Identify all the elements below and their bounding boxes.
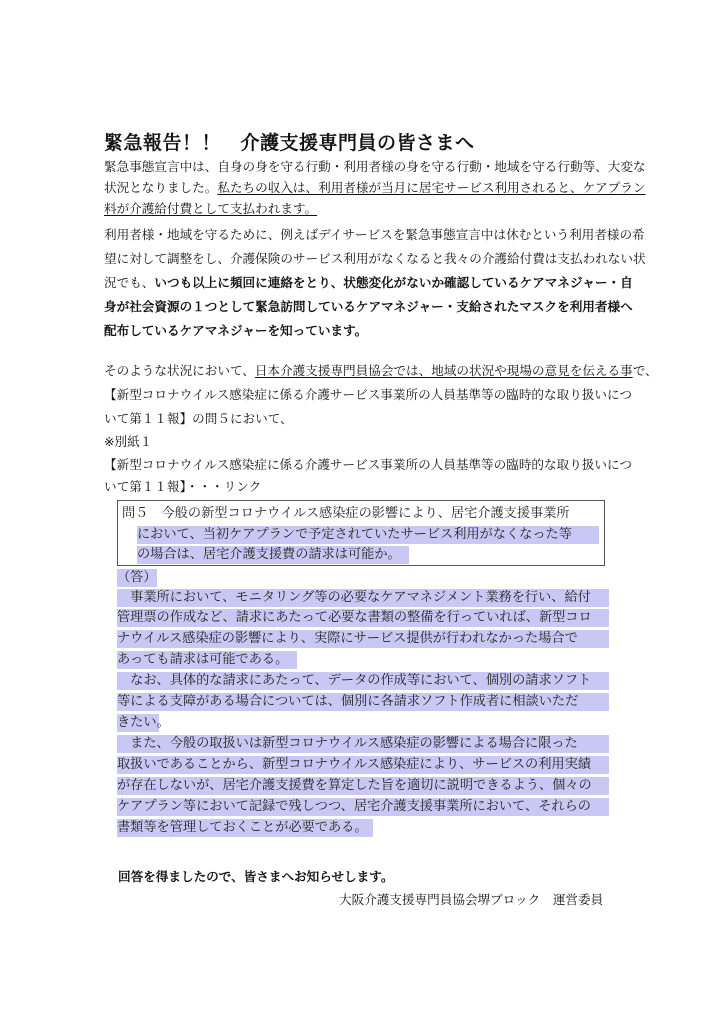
- answer-line-10: が存在しないが、居宅介護支援費を算定した旨を適切に説明できるよう、個々の: [117, 778, 592, 793]
- para3-line-6: いて第１１報】・・・リンク: [104, 479, 262, 494]
- answer-line-11: ケアプラン等において記録で残しつつ、居宅介護支援事業所において、それらの: [117, 799, 591, 814]
- closing-text: 回答を得ましたので、皆さまへお知らせします。: [118, 869, 394, 884]
- intro-line-3: 料が介護給付費として支払われます。: [104, 201, 318, 216]
- para3-line-1-tail: で、: [632, 363, 658, 378]
- question-line-2: において、当初ケアプランで予定されていたサービス利用がなくなった等: [137, 527, 572, 542]
- para2-line-2: 望に対して調整をし、介護保険のサービス利用がなくなると我々の介護給付費は支払われない状: [104, 251, 646, 266]
- para2-line-3-plain: 況でも、: [104, 275, 155, 290]
- para3-line-1-plain: そのような状況において、: [104, 363, 255, 378]
- answer-line-9: 取扱いであることから、新型コロナウイルス感染症により、サービスの利用実績: [117, 757, 591, 772]
- para3-line-2: 【新型コロナウイルス感染症に係る介護サービス事業所の人員基準等の臨時的な取り扱いにつ: [104, 387, 632, 402]
- question-line-1: 問５ 今般の新型コロナウイルス感染症の影響により、居宅介護支援事業所: [122, 506, 570, 521]
- question-line-3: の場合は、居宅介護支援費の請求は可能か。: [137, 547, 401, 562]
- answer-line-4: あっても請求は可能である。: [117, 652, 289, 667]
- para2-line-3: [104, 272, 633, 293]
- answer-line-2: 管理票の作成など、請求にあたって必要な書類の整備を行っていれば、新型コロ: [117, 610, 592, 625]
- para2-line-3-bold: いつも以上に頻回に連絡をとり、状態変化がないか確認しているケアマネジャー・自: [154, 275, 633, 290]
- answer-label: （答）: [117, 570, 157, 585]
- para3-line-4: ※別紙１: [104, 434, 153, 449]
- signature: 大阪介護支援専門員協会堺ブロック 運営委員: [339, 892, 604, 907]
- answer-line-1: 事業所において、モニタリング等の必要なケアマネジメント業務を行い、給付: [117, 590, 591, 605]
- para2-line-5: 配布しているケアマネジャーを知っています。: [104, 323, 368, 338]
- para2-line-1: 利用者様・地域を守るために、例えばデイサービスを緊急事態宣言中は休むという利用者様の希: [104, 227, 645, 242]
- para3-line-3: いて第１１報】の問５において、: [104, 411, 293, 426]
- para3-line-1: [104, 360, 658, 381]
- intro-line-1: 緊急事態宣言中は、自身の身を守る行動・利用者様の身を守る行動・地域を守る行動等、大変な: [104, 159, 646, 174]
- answer-line-5: なお、具体的な請求にあたって、データの作成等において、個別の請求ソフト: [117, 673, 592, 688]
- answer-line-6: 等による支障がある場合については、個別に各請求ソフト作成者に相談いただ: [117, 694, 579, 709]
- answer-line-8: また、今般の取扱いは新型コロナウイルス感染症の影響による場合に限った: [117, 736, 578, 751]
- intro-line-2-plain: 状況となりました。: [104, 180, 218, 195]
- intro-line-2: [104, 177, 646, 198]
- para3-line-1-underlined: 日本介護支援専門員協会では、地域の状況や現場の意見を伝える事: [254, 363, 633, 378]
- answer-line-3: ナウイルス感染症の影響により、実際にサービス提供が行われなかった場合で: [117, 631, 578, 646]
- para3-line-5: 【新型コロナウイルス感染症に係る介護サービス事業所の人員基準等の臨時的な取り扱いにつ: [104, 457, 632, 472]
- answer-line-7: きたい。: [117, 715, 170, 730]
- intro-line-2-underlined: 私たちの収入は、利用者様が当月に居宅サービス利用されると、ケアプラン: [217, 180, 646, 195]
- page-title: 緊急報告！！ 介護支援専門員の皆さまへ: [104, 132, 475, 154]
- answer-line-12: 書類等を管理しておくことが必要である。: [117, 820, 368, 835]
- para2-line-4: 身が社会資源の１つとして緊急訪問しているケアマネジャー・支給されたマスクを利用者様へ: [104, 299, 633, 314]
